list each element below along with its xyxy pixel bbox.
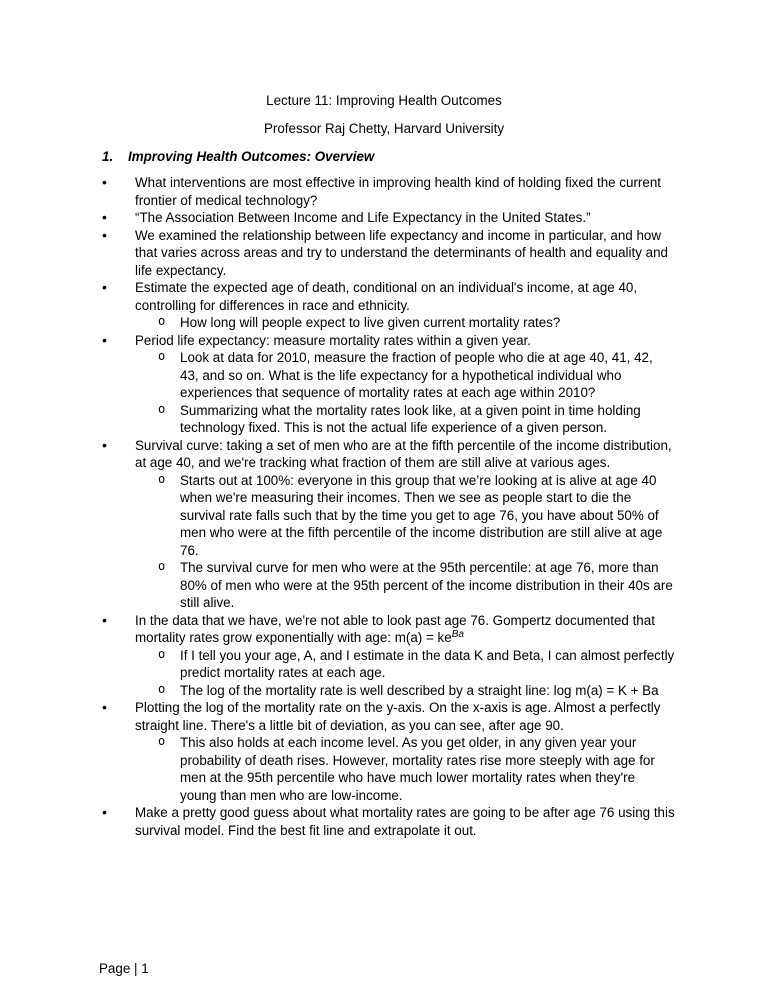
sub-bullet-list xyxy=(135,349,675,437)
sub-bullet-item: o Summarizing what the mortality rates look like, at a given point in time holding technology fixed. This is not the actual life experience of a given person. xyxy=(180,402,675,437)
bullet-text: We examined the relationship between life expectancy and income in particular, and how that varies across areas and try to understand the determinants of health and equality and life expectancy. xyxy=(135,227,668,278)
section-heading xyxy=(102,148,374,166)
bullet-text: Plotting the log of the mortality rate on the y-axis. On the x-axis is age. Almost a perfectly straight line. There's a little bit of deviation, as you can see, after age 90. xyxy=(135,700,661,733)
bullet-item xyxy=(135,612,675,700)
author-line: Professor Raj Chetty, Harvard University xyxy=(263,120,505,136)
sub-bullet-list xyxy=(135,314,675,332)
bullet-text: Make a pretty good guess about what mortality rates are going to be after age 76 using this survival model. Find the best fit line and extrapolate it out. xyxy=(135,805,675,838)
bullet-text: In the data that we have, we're not able to look past age 76. Gompertz documented that mortality rates grow exponentially with age: m(a) = ke xyxy=(135,612,655,645)
bullet-item xyxy=(135,332,675,437)
sub-bullet-item: o If I tell you your age, A, and I estimate in the data K and Beta, I can almost perfectly predict mortality rates at each age. xyxy=(180,647,675,682)
title-block xyxy=(0,92,768,147)
formula-exponent: Ba xyxy=(451,629,464,640)
sub-bullet-list xyxy=(135,647,675,700)
bullet-text: Period life expectancy: measure mortality rates within a given year. xyxy=(135,332,531,348)
bullet-item xyxy=(135,174,675,209)
bullet-item xyxy=(135,699,675,804)
bullet-item xyxy=(135,227,675,280)
bullet-text: Estimate the expected age of death, conditional on an individual's income, at age 40, controlling for differences in race and ethnicity. xyxy=(135,280,638,313)
sub-bullet-item: o The survival curve for men who were at the 95th percentile: at age 76, more than 80% of men who were at the 95th percent of the income distribution in their 40s are still alive. xyxy=(180,559,675,612)
bullet-item xyxy=(135,209,675,227)
sub-bullet-item: o The log of the mortality rate is well described by a straight line: log m(a) = K + Ba xyxy=(180,682,675,700)
sub-bullet-item: o Look at data for 2010, measure the fraction of people who die at age 40, 41, 42, 43, and so on. What is the life expectancy for a hypothetical individual who experiences that sequence of mortality rates at each age within 2010? xyxy=(180,349,675,402)
bullet-list xyxy=(135,174,675,839)
section-heading-text: Improving Health Outcomes: Overview xyxy=(128,149,375,164)
bullet-item xyxy=(135,804,675,839)
bullet-item xyxy=(135,279,675,332)
bullet-item xyxy=(135,437,675,612)
bullet-text: “The Association Between Income and Life Expectancy in the United States.” xyxy=(135,210,591,225)
sub-bullet-list xyxy=(135,472,675,612)
section-number: 1. xyxy=(102,149,114,164)
sub-bullet-item: o Starts out at 100%: everyone in this group that we’re looking at is alive at age 40 when we're measuring their incomes. Then we see as people start to die the survival rate falls such that by the time you get to age 76, you have about 50% of men who were at the fifth percentile of the income distribution are still alive at age 76. xyxy=(180,472,675,560)
lecture-title: Lecture 11: Improving Health Outcomes xyxy=(266,93,502,108)
sub-bullet-list xyxy=(135,734,675,804)
bullet-text: What interventions are most effective in improving health kind of holding fixed the current frontier of medical technology? xyxy=(135,175,661,208)
sub-bullet-item: o How long will people expect to live given current mortality rates? xyxy=(180,314,675,332)
sub-bullet-item: o This also holds at each income level. As you get older, in any given year your probability of death rises. However, mortality rates rise more steeply with age for men at the 95th percentile who have much lower mortality rates when they're young than men who are low-income. xyxy=(180,734,675,804)
bullet-text: Survival curve: taking a set of men who are at the fifth percentile of the income distribution, at age 40, and we're tracking what fraction of them are still alive at various ages. xyxy=(135,437,672,470)
page-footer: Page | 1 xyxy=(99,961,149,976)
